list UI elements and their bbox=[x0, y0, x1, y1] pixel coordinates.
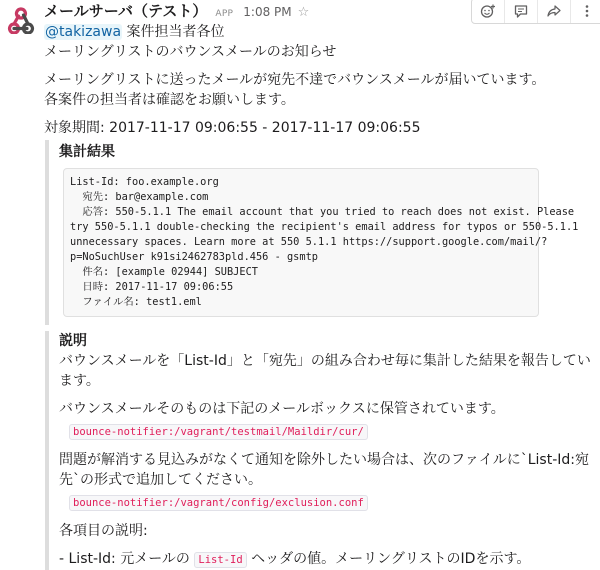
explanation-p1-line2: ます。 bbox=[59, 373, 100, 389]
explanation-heading: 説明 bbox=[59, 333, 87, 349]
message-header bbox=[44, 0, 596, 22]
mailbox-path-line bbox=[69, 421, 596, 442]
explanation-attachment bbox=[45, 331, 596, 570]
explanation-p2: バウンスメールそのものは下記のメールボックスに保管されています。 bbox=[59, 401, 505, 417]
greeting-text: 案件担当者各位 bbox=[122, 24, 225, 40]
item-list-id-prefix: - List-Id: 元メールの bbox=[59, 551, 190, 567]
code-line: List-Id: foo.example.org bbox=[70, 176, 219, 188]
app-badge: APP bbox=[215, 9, 234, 19]
exclusion-path-code: bounce-notifier:/vagrant/config/exclusion.conf bbox=[69, 495, 368, 511]
explanation-p1-line1: バウンスメールを「List-Id」と「宛先」の組み合わせ毎に集計した結果を報告してい bbox=[59, 353, 591, 369]
code-line: try 550-5.1.1 double-checking the recipient's email address for typos or 550-5.1.1 bbox=[70, 221, 579, 233]
code-line: unnecessary spaces. Learn more at 550 5.1.1 https://support.google.com/mail/? bbox=[70, 236, 548, 248]
item-list-id-suffix: ヘッダの値。メーリングリストのIDを示す。 bbox=[251, 551, 531, 567]
target-period: 対象期間: 2017-11-17 09:06:55 - 2017-11-17 09:06:55 bbox=[44, 120, 421, 136]
code-line: 件名: [example 02944] SUBJECT bbox=[70, 266, 258, 278]
message-content bbox=[44, 0, 596, 570]
explanation-p3-line1: 問題が解消する見込みがなくて通知を除外したい場合は、次のファイルに`List-Id:宛 bbox=[59, 452, 589, 468]
summary-heading: 集計結果 bbox=[59, 144, 115, 160]
item-list-id bbox=[59, 549, 596, 570]
webhook-avatar-icon[interactable] bbox=[6, 4, 36, 34]
summary-attachment bbox=[45, 140, 596, 325]
code-line: ファイル名: test1.eml bbox=[70, 296, 202, 308]
message-title: メーリングリストのバウンスメールのお知らせ bbox=[44, 44, 337, 60]
sender-name[interactable]: メールサーバ（テスト） bbox=[44, 2, 208, 20]
code-line: 日時: 2017-11-17 09:06:55 bbox=[70, 281, 234, 293]
message-body-line-2: 各案件の担当者は確認をお願いします。 bbox=[44, 92, 295, 108]
list-id-code: List-Id bbox=[194, 552, 246, 568]
items-heading: 各項目の説明: bbox=[59, 523, 148, 539]
greeting-line bbox=[44, 22, 596, 42]
code-line: 宛先: bar@example.com bbox=[70, 191, 209, 203]
explanation-p3-line2: 先`の形式で追加してください。 bbox=[59, 472, 262, 488]
message-timestamp[interactable]: 1:08 PM bbox=[243, 5, 292, 19]
user-mention[interactable]: @takizawa bbox=[45, 24, 122, 40]
summary-code-block bbox=[63, 168, 579, 317]
exclusion-path-line bbox=[69, 492, 596, 513]
code-line: p=NoSuchUser k91si2462783pld.456 - gsmtp bbox=[70, 251, 318, 263]
message-body-line-1: メーリングリストに送ったメールが宛先不達でバウンスメールが届いています。 bbox=[44, 72, 546, 88]
star-icon[interactable]: ☆ bbox=[297, 5, 310, 20]
mailbox-path-code: bounce-notifier:/vagrant/testmail/Maildir/cur/ bbox=[69, 424, 368, 440]
code-line: 応答: 550-5.1.1 The email account that you tried to reach does not exist. Please bbox=[70, 206, 575, 218]
